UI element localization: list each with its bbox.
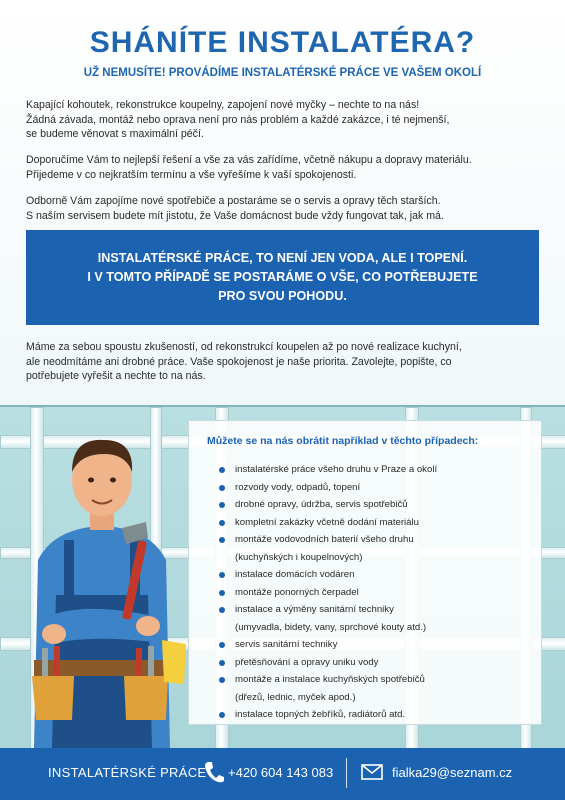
bullet-icon (219, 572, 225, 578)
footer-bar (0, 748, 565, 800)
services-title: Můžete se na nás obrátit například v těchto případech: (207, 435, 479, 447)
service-item-text: drobné opravy, údržba, servis spotřebičů (235, 499, 408, 510)
intro-line: S naším servisem budete mít jistotu, že Vaše domácnost bude vždy fungovat tak, jak má. (26, 209, 444, 222)
intro-line: se budeme věnovat s maximální péčí. (26, 128, 204, 140)
bullet-icon (219, 590, 225, 596)
banner-line: PRO SVOU POHODU. (218, 289, 347, 303)
bullet-icon (219, 642, 225, 648)
service-item-text: instalace a výměny sanitární techniky (235, 604, 394, 615)
service-item (207, 706, 532, 724)
page-title: SHÁNÍTE INSTALATÉRA? (89, 26, 476, 59)
service-item (207, 496, 532, 514)
page-subtitle: UŽ NEMUSÍTE! PROVÁDÍME INSTALATÉRSKÉ PRÁCE VE VAŠEM OKOLÍ (83, 67, 482, 79)
bullet-icon (219, 485, 225, 491)
outro-paragraph (26, 340, 541, 384)
service-item (207, 601, 532, 636)
phone-icon (203, 760, 225, 784)
bullet-icon (219, 607, 225, 613)
intro-line: Žádná závada, montáž nebo oprava není pro nás problém a každé zakázce, i té nejmenší, (26, 113, 450, 126)
service-item-text: servis sanitární techniky (235, 639, 338, 650)
service-item-subtext: (umyvadla, bidety, vany, sprchové kouty atd.) (235, 621, 427, 633)
bullet-icon (219, 677, 225, 683)
service-item-text: montáže ponorných čerpadel (235, 586, 359, 598)
footer-email[interactable]: fialka29@seznam.cz (392, 765, 513, 780)
bullet-icon (219, 467, 225, 473)
bullet-icon (219, 660, 225, 666)
service-item (207, 636, 532, 654)
services-card (188, 420, 542, 725)
bullet-icon (219, 712, 225, 718)
service-item-text: přetěsňování a opravy uniku vody (235, 656, 379, 668)
intro-paragraph-3 (26, 194, 541, 223)
service-item (207, 514, 532, 532)
service-item-text: kompletní zakázky včetně dodání materiálu (235, 516, 419, 528)
service-item (207, 671, 532, 706)
outro-line: Máme za sebou spoustu zkušeností, od rekonstrukcí koupelen až po nové realizace kuchyní, (26, 341, 462, 353)
intro-line: Kapající kohoutek, rekonstrukce koupelny, zapojení nové myčky – nechte to na nás! (26, 99, 420, 111)
service-item-text: montáže vodovodních baterií všeho druhu (235, 534, 414, 545)
footer-divider (346, 758, 347, 788)
service-item-text: instalatérské práce všeho druhu v Praze a okolí (235, 464, 438, 475)
service-item-text: instalace domácích vodáren (235, 569, 355, 580)
plumber-illustration (14, 420, 189, 748)
outro-line: ale neodmítáme ani drobné práce. Vaše spokojenost je naše priorita. Zavolejte, popište, co (26, 355, 452, 368)
bullet-icon (219, 520, 225, 526)
intro-paragraph-1 (26, 98, 541, 142)
intro-line: Odborně Vám zapojíme nové spotřebiče a postaráme se o servis a opravy těch starších. (26, 195, 441, 207)
service-item (207, 531, 532, 566)
highlight-banner (26, 230, 539, 325)
service-item-text: montáže a instalace kuchyňských spotřebičů (235, 674, 425, 685)
banner-line: I V TOMTO PŘÍPADĚ SE POSTARÁME O VŠE, CO POTŘEBUJETE (87, 270, 478, 284)
service-item-subtext: (dřezů, lednic, myček apod.) (235, 691, 356, 703)
outro-line: potřebujete vyřešit a nechte to na nás. (26, 370, 206, 382)
service-item-subtext: (kuchyňských i koupelnových) (235, 551, 363, 563)
envelope-icon (361, 764, 383, 780)
footer-phone[interactable]: +420 604 143 083 (228, 765, 334, 780)
service-item (207, 654, 532, 672)
service-item (207, 584, 532, 602)
footer-label: INSTALATÉRSKÉ PRÁCE (48, 765, 207, 780)
intro-line: Přijedeme v co nejkratším termínu a vše vyřešíme k vaší spokojenosti. (26, 168, 357, 181)
service-item-text: instalace topných žebříků, radiátorů atd. (235, 709, 406, 720)
bullet-icon (219, 502, 225, 508)
banner-line: INSTALATÉRSKÉ PRÁCE, TO NENÍ JEN VODA, ALE I TOPENÍ. (97, 251, 468, 265)
service-item (207, 461, 532, 479)
intro-line: Doporučíme Vám to nejlepší řešení a vše za vás zařídíme, včetně nákupu a dopravy materiálu. (26, 154, 472, 166)
intro-paragraph-2 (26, 153, 541, 182)
bullet-icon (219, 537, 225, 543)
service-item (207, 479, 532, 497)
service-item (207, 566, 532, 584)
services-list (207, 461, 532, 724)
service-item-text: rozvody vody, odpadů, topení (235, 481, 361, 493)
